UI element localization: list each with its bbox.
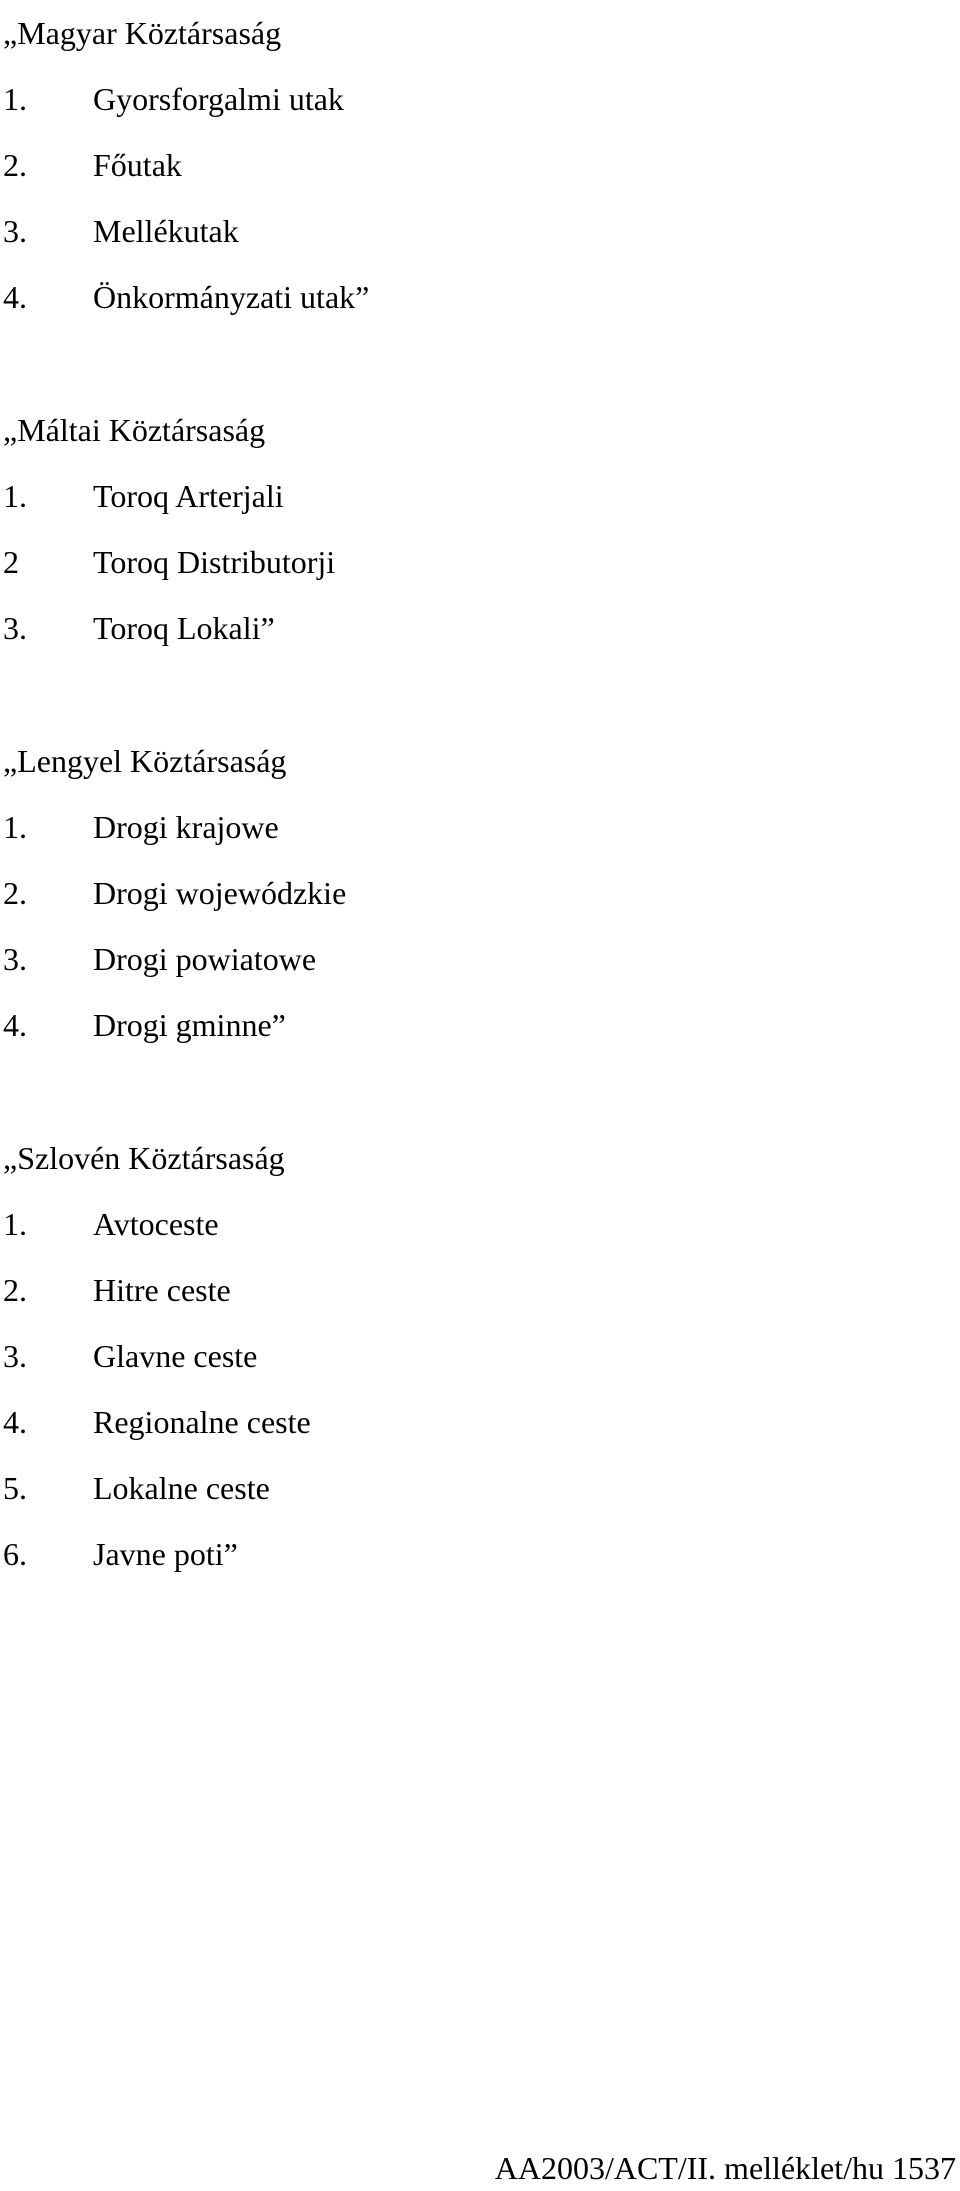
list-item	[3, 1257, 953, 1323]
item-text: Gyorsforgalmi utak	[93, 81, 344, 117]
section-heading: „Lengyel Köztársaság	[3, 743, 287, 779]
item-text: Drogi wojewódzkie	[93, 875, 347, 911]
item-text: Önkormányzati utak”	[93, 279, 370, 315]
item-text: Hitre ceste	[93, 1272, 231, 1308]
item-number: 2	[3, 544, 19, 580]
list-item	[3, 1323, 953, 1389]
item-text: Toroq Lokali”	[93, 610, 275, 646]
item-number: 4.	[3, 1007, 27, 1043]
section-poland	[3, 728, 953, 1058]
item-text: Toroq Arterjali	[93, 478, 284, 514]
item-number: 1.	[3, 1206, 27, 1242]
item-number: 4.	[3, 279, 27, 315]
list-item	[3, 1191, 953, 1257]
list-item	[3, 926, 953, 992]
item-text: Főutak	[93, 147, 182, 183]
list-item	[3, 1521, 953, 1587]
item-number: 2.	[3, 875, 27, 911]
list-item	[3, 794, 953, 860]
item-text: Drogi krajowe	[93, 809, 279, 845]
item-number: 3.	[3, 610, 27, 646]
list-item	[3, 132, 953, 198]
item-number: 1.	[3, 81, 27, 117]
section-heading: „Szlovén Köztársaság	[3, 1140, 285, 1176]
item-text: Javne poti”	[93, 1536, 238, 1572]
list-item	[3, 463, 953, 529]
item-number: 3.	[3, 213, 27, 249]
list-item	[3, 1455, 953, 1521]
section-slovenia	[3, 1125, 953, 1587]
list-item	[3, 595, 953, 661]
item-text: Lokalne ceste	[93, 1470, 270, 1506]
item-number: 2.	[3, 147, 27, 183]
page-footer: AA2003/ACT/II. melléklet/hu 1537	[494, 2150, 956, 2186]
item-text: Glavne ceste	[93, 1338, 258, 1374]
list-item	[3, 992, 953, 1058]
item-number: 3.	[3, 941, 27, 977]
item-number: 6.	[3, 1536, 27, 1572]
list-item	[3, 66, 953, 132]
document-body	[3, 0, 953, 1587]
item-text: Drogi gminne”	[93, 1007, 286, 1043]
section-malta	[3, 397, 953, 661]
item-number: 1.	[3, 478, 27, 514]
item-number: 4.	[3, 1404, 27, 1440]
section-hungary	[3, 0, 953, 330]
list-item	[3, 264, 953, 330]
list-item	[3, 198, 953, 264]
list-item	[3, 1389, 953, 1455]
list-item	[3, 529, 953, 595]
item-number: 3.	[3, 1338, 27, 1374]
section-heading: „Máltai Köztársaság	[3, 412, 266, 448]
item-number: 5.	[3, 1470, 27, 1506]
item-text: Regionalne ceste	[93, 1404, 311, 1440]
item-number: 2.	[3, 1272, 27, 1308]
item-text: Drogi powiatowe	[93, 941, 317, 977]
list-item	[3, 860, 953, 926]
item-number: 1.	[3, 809, 27, 845]
item-text: Mellékutak	[93, 213, 239, 249]
item-text: Avtoceste	[93, 1206, 219, 1242]
section-heading: „Magyar Köztársaság	[3, 15, 282, 51]
item-text: Toroq Distributorji	[93, 544, 336, 580]
